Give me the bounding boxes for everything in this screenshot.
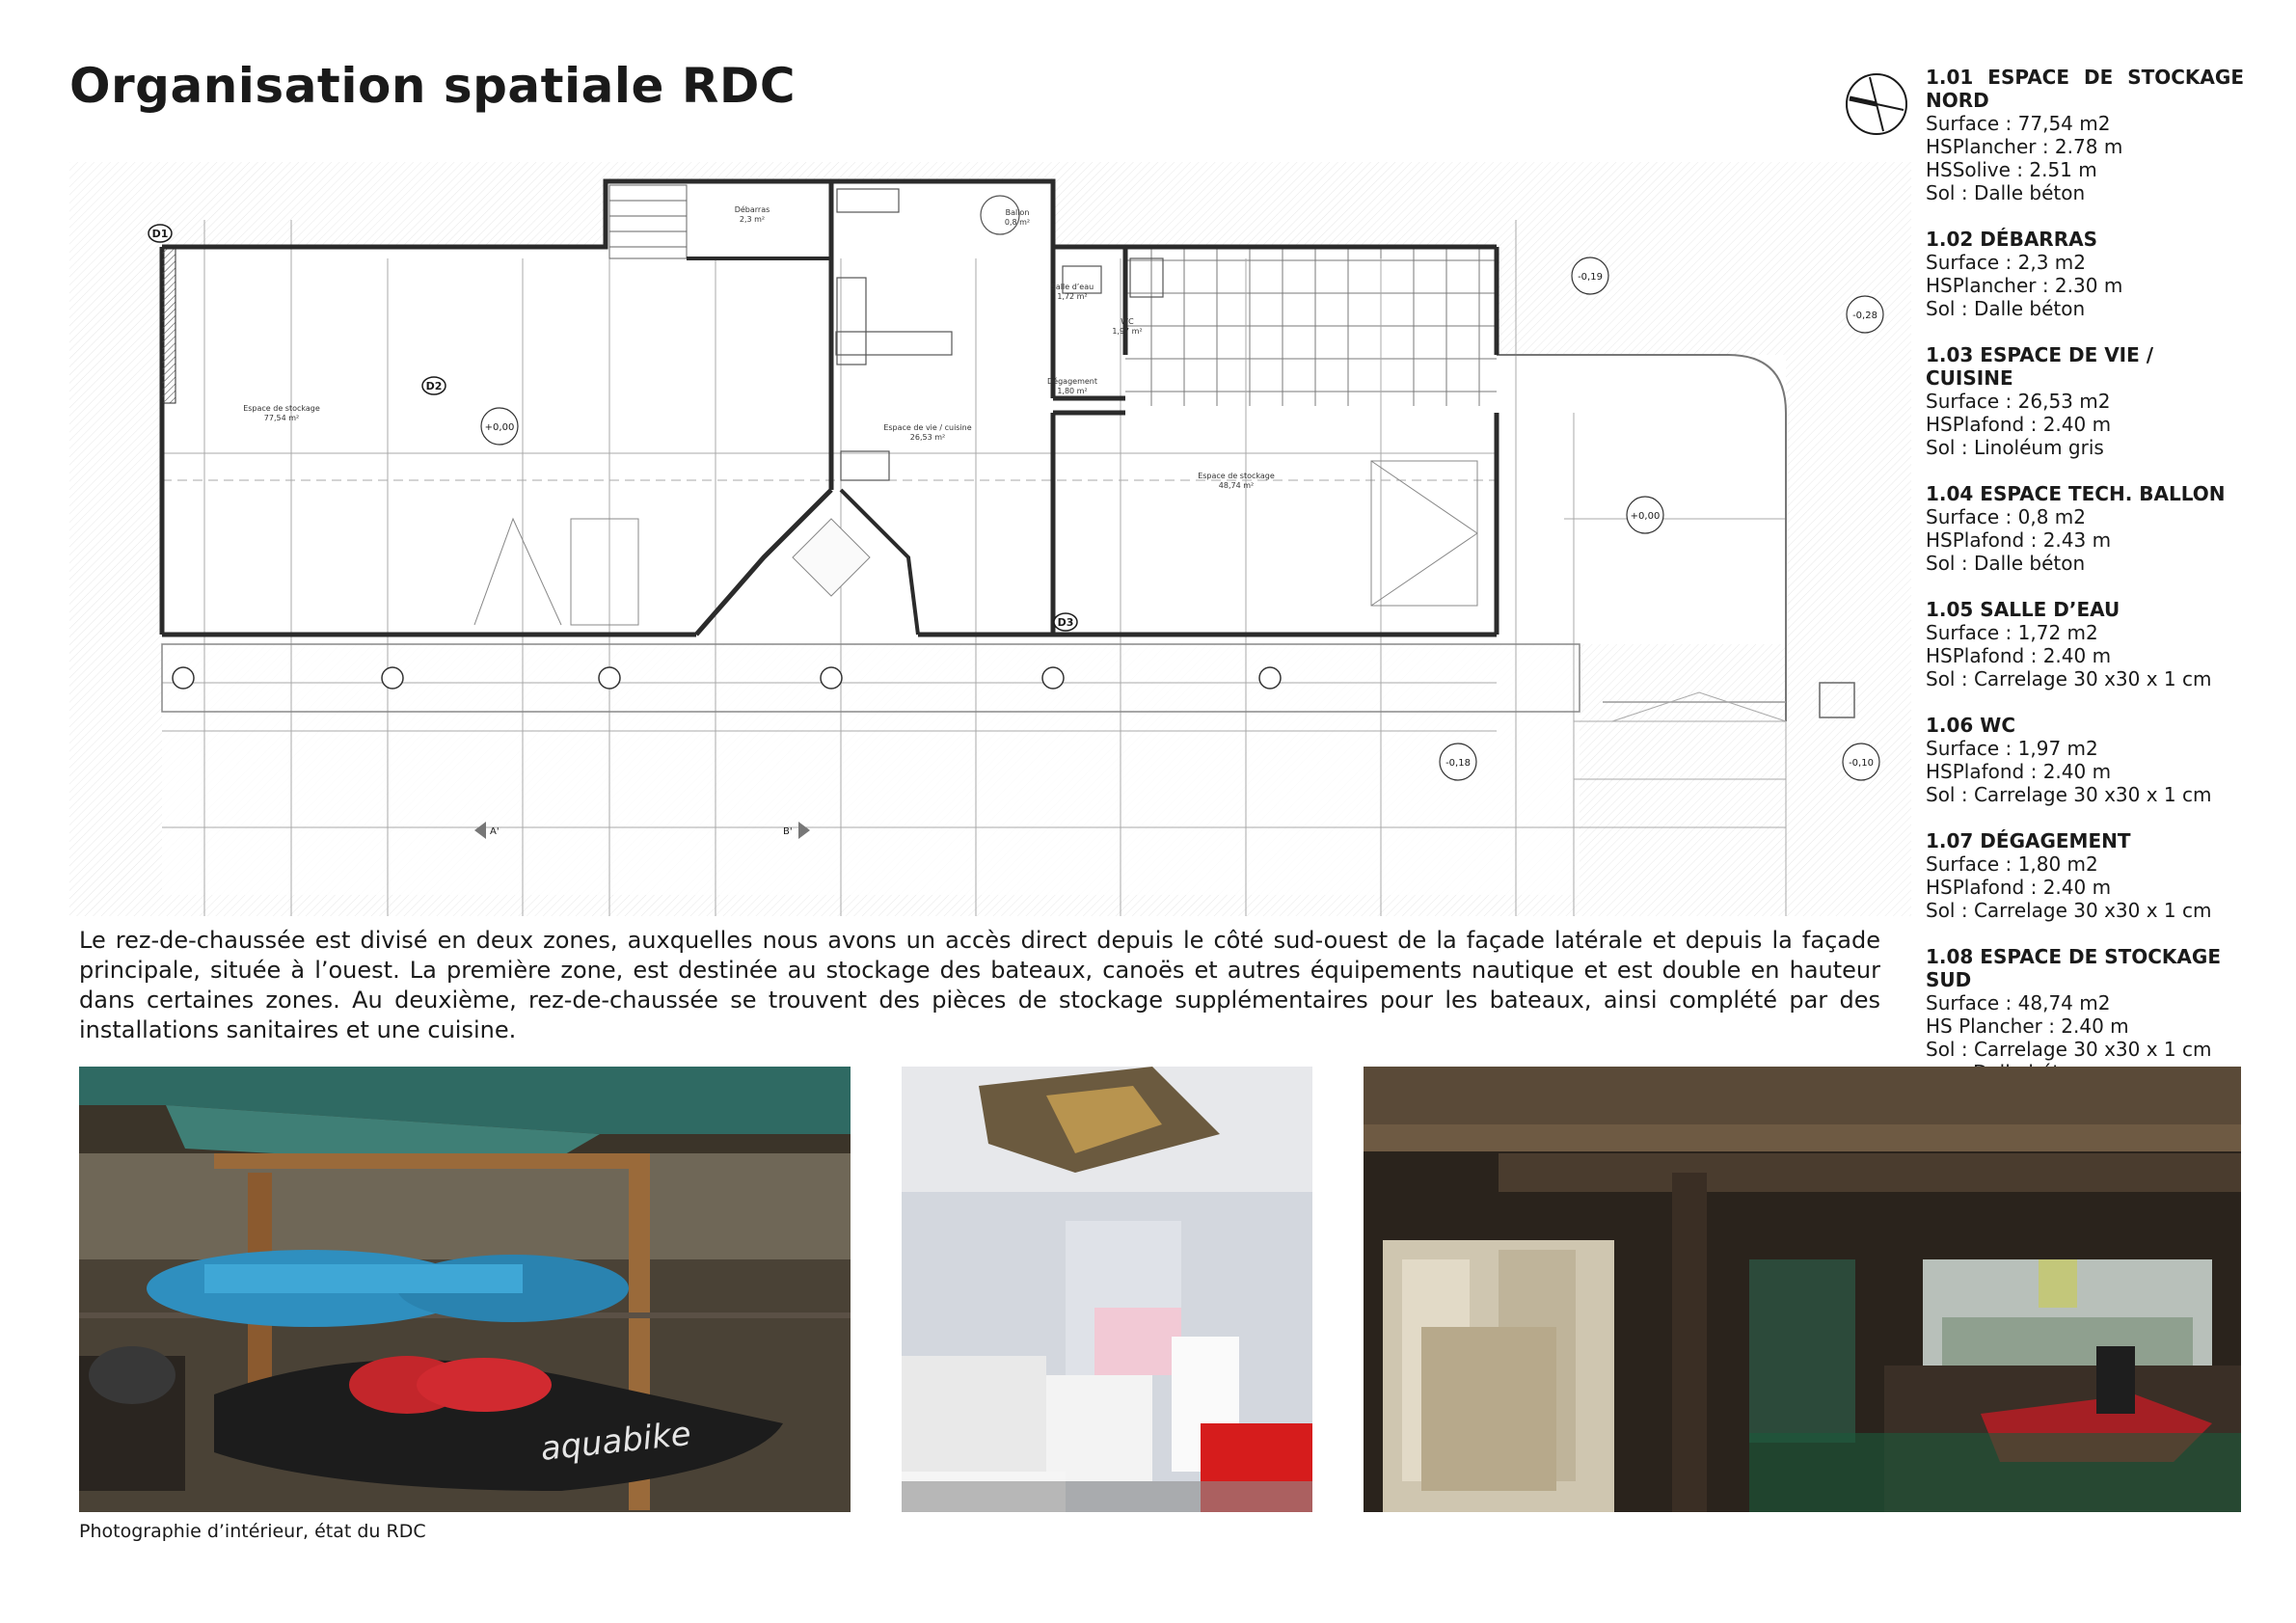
room-area: 1,80 m² — [1057, 387, 1088, 395]
section-marker: A' — [490, 826, 500, 837]
level-marker: +0,00 — [484, 422, 515, 433]
legend-heading: 1.01 ESPACE DE STOCKAGE NORD — [1926, 66, 2244, 112]
legend-line: Surface : 48,74 m2 — [1926, 991, 2111, 1014]
legend-line: Sol : Dalle béton — [1926, 552, 2086, 575]
legend-heading: 1.05 SALLE D’EAU — [1926, 598, 2120, 621]
door-tag: D2 — [425, 380, 443, 392]
legend-line: Surface : 1,80 m2 — [1926, 852, 2098, 876]
legend-line: HSPlancher : 2.30 m — [1926, 274, 2123, 297]
room-area: 26,53 m² — [909, 433, 946, 442]
room-area: 77,54 m² — [263, 414, 300, 422]
legend-heading: 1.08 ESPACE DE STOCKAGE SUD — [1926, 945, 2221, 991]
room-label: WC — [1121, 317, 1134, 326]
legend-heading: 1.06 WC — [1926, 714, 2016, 737]
level-marker: +0,00 — [1630, 511, 1661, 522]
level-marker: -0,28 — [1852, 311, 1877, 321]
room-area: 0,8 m² — [1004, 218, 1031, 227]
room-label: Débarras — [734, 205, 770, 214]
legend-line: Sol : Carrelage 30 x30 x 1 cm — [1926, 1038, 2212, 1061]
photo-caption: Photographie d’intérieur, état du RDC — [79, 1521, 426, 1542]
legend-line: Sol : Dalle béton — [1926, 181, 2086, 204]
door-tag: D1 — [151, 228, 169, 240]
legend-line: Surface : 0,8 m2 — [1926, 505, 2087, 528]
level-marker: -0,19 — [1578, 272, 1603, 283]
interior-photo-boat-storage — [79, 1067, 851, 1512]
room-area: 1,97 m² — [1112, 327, 1143, 336]
legend-entry-1-07 — [1926, 829, 2244, 922]
legend-line: HSPlafond : 2.40 m — [1926, 644, 2112, 667]
room-label: Salle d’eau — [1050, 283, 1094, 291]
room-area: 1,72 m² — [1057, 292, 1088, 301]
legend-entry-1-01 — [1926, 66, 2244, 204]
interior-photo-kitchen — [902, 1067, 1312, 1512]
legend-line: Sol : Dalle béton — [1926, 297, 2086, 320]
legend-entry-1-06 — [1926, 714, 2244, 806]
room-label: Ballon — [1005, 208, 1030, 217]
legend-line: Sol : Linoléum gris — [1926, 436, 2104, 459]
svg-text:aquabike: aquabike — [538, 1414, 693, 1469]
legend-line: HSPlafond : 2.40 m — [1926, 760, 2112, 783]
page-title: Organisation spatiale RDC — [69, 58, 797, 114]
legend-heading: 1.03 ESPACE DE VIE / CUISINE — [1926, 343, 2154, 390]
legend-line: Surface : 1,97 m2 — [1926, 737, 2098, 760]
room-label: Espace de vie / cuisine — [883, 423, 972, 432]
section-marker: B' — [783, 826, 793, 837]
legend-line: Sol : Carrelage 30 x30 x 1 cm — [1926, 667, 2212, 690]
legend-line: Sol : Carrelage 30 x30 x 1 cm — [1926, 899, 2212, 922]
legend-line: Surface : 1,72 m2 — [1926, 621, 2098, 644]
legend-line: Surface : 2,3 m2 — [1926, 251, 2087, 274]
legend-line: Surface : 26,53 m2 — [1926, 390, 2111, 413]
legend-line: HS Plancher : 2.40 m — [1926, 1014, 2129, 1038]
legend-heading: 1.04 ESPACE TECH. BALLON — [1926, 482, 2226, 505]
legend-line: HSPlafond : 2.43 m — [1926, 528, 2112, 552]
level-marker: -0,18 — [1445, 758, 1471, 769]
level-marker: -0,10 — [1849, 758, 1874, 769]
legend-line: HSPlancher : 2.78 m — [1926, 135, 2123, 158]
legend-entry-1-04 — [1926, 482, 2244, 575]
door-tag: D3 — [1057, 616, 1074, 629]
legend-heading: 1.02 DÉBARRAS — [1926, 228, 2097, 251]
legend-line: HSPlafond : 2.40 m — [1926, 413, 2112, 436]
legend-entry-1-03 — [1926, 343, 2244, 459]
floor-plan — [69, 162, 1911, 916]
legend-heading: 1.07 DÉGAGEMENT — [1926, 829, 2131, 852]
room-label: Dégagement — [1047, 377, 1097, 386]
legend-line: Sol : Carrelage 30 x30 x 1 cm — [1926, 783, 2212, 806]
room-area: 2,3 m² — [739, 215, 766, 224]
room-label: Espace de stockage — [1198, 472, 1275, 480]
room-area: 48,74 m² — [1218, 481, 1255, 490]
legend-entry-1-05 — [1926, 598, 2244, 690]
interior-photo-south-storage — [1364, 1067, 2241, 1512]
intro-paragraph: Le rez-de-chaussée est divisé en deux zones, auxquelles nous avons un accès direct depuis le côté sud-ouest de la façade latérale et depuis la façade principale, située à l’ouest. La première zone, est destinée au stockage des bateaux, canoës et autres équipements nautique et est double en hauteur dans certaines zones. Au deuxième, rez-de-chaussée se trouvent des pièces de stockage supplémentaires pour les bateaux, ainsi complété par des installations sanitaires et une cuisine. — [79, 927, 1880, 1043]
legend-entry-1-02 — [1926, 228, 2244, 320]
north-arrow-icon — [1844, 71, 1909, 137]
room-legend — [1926, 66, 2244, 1107]
legend-line: HSSolive : 2.51 m — [1926, 158, 2097, 181]
legend-line: Surface : 77,54 m2 — [1926, 112, 2111, 135]
room-label: Espace de stockage — [243, 404, 320, 413]
legend-entry-1-08 — [1926, 945, 2244, 1084]
legend-line: HSPlafond : 2.40 m — [1926, 876, 2112, 899]
